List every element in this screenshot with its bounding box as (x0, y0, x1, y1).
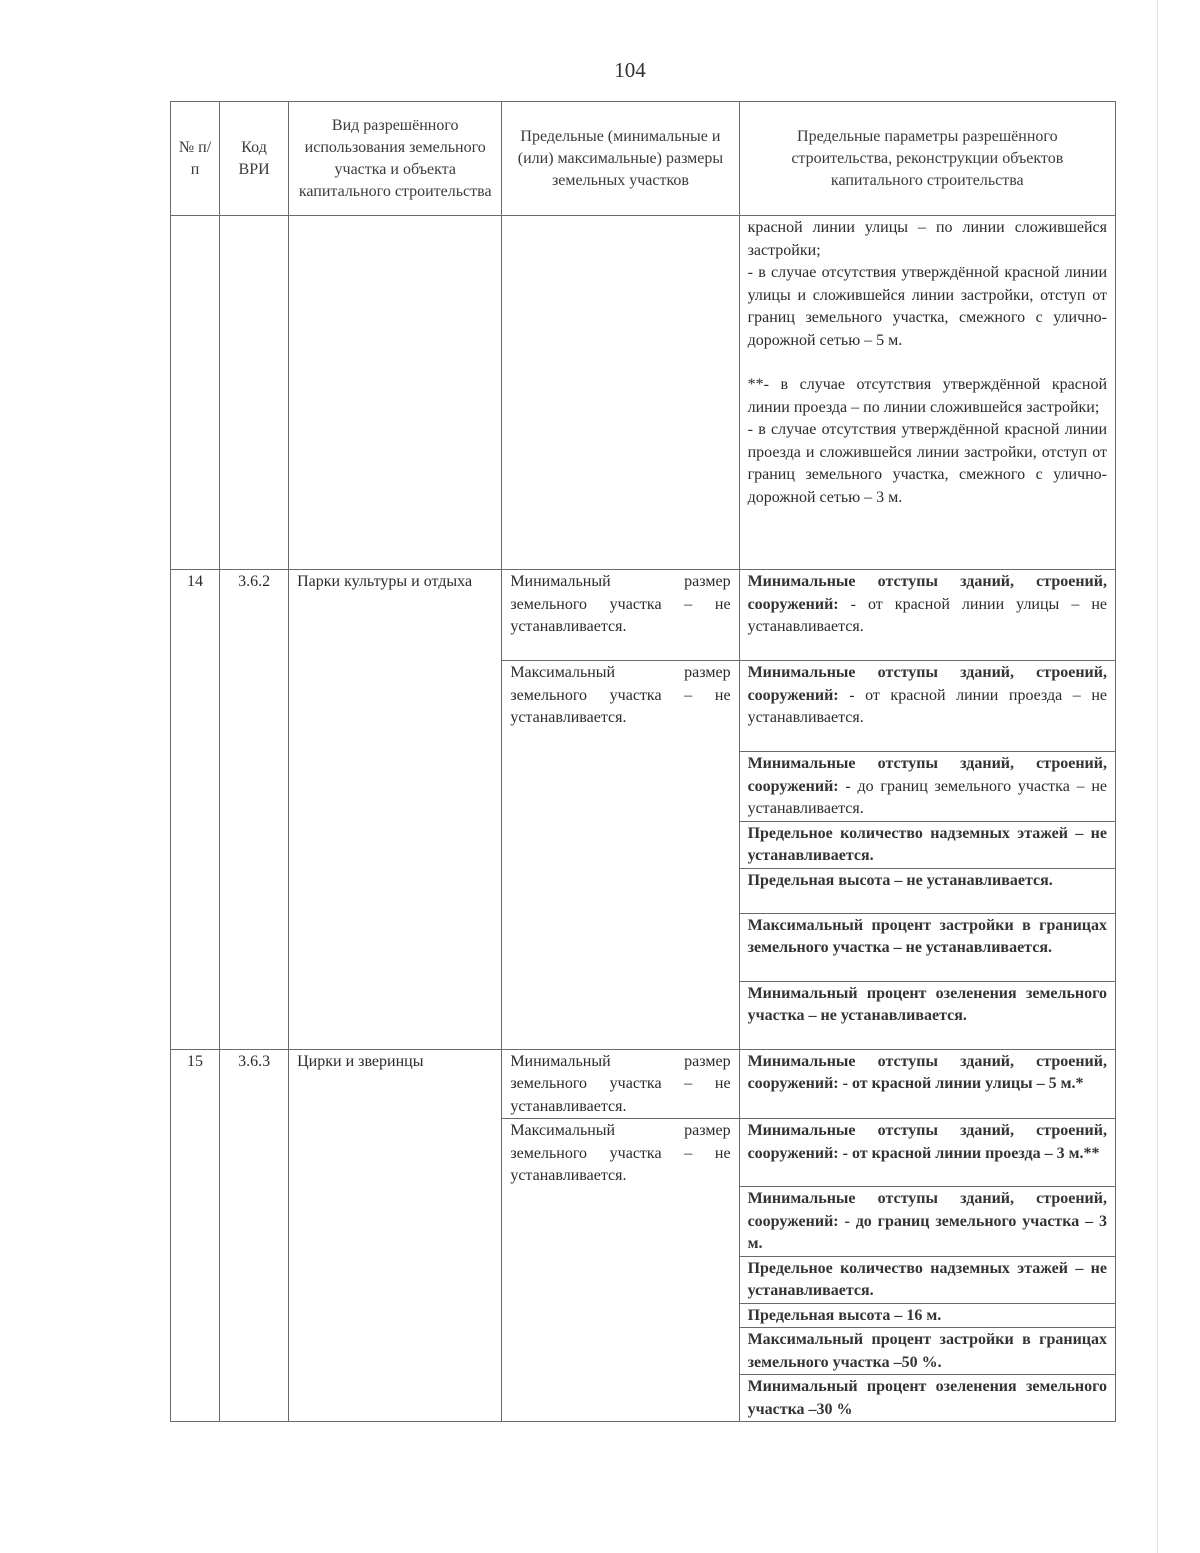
row14-param-7: Минимальный процент озеленения земельного участка – не устанавливается. (739, 981, 1115, 1049)
row14-param-3-head: Минимальные отступы зданий, строений, сооружений: (747, 755, 1107, 795)
row15-param-2 (739, 1119, 1115, 1187)
row15-param-6: Максимальный процент застройки в границах земельного участка –50 %. (739, 1328, 1115, 1375)
row14-param-3 (739, 752, 1115, 822)
row15-param-1-head: Минимальные отступы зданий, строений, сооружений: (747, 1052, 1107, 1092)
row15-size-max: Максимальный размер земельного участка – не устанавливается. (502, 1119, 739, 1422)
row14-param-4: Предельное количество надземных этажей – не устанавливается. (739, 821, 1115, 868)
land-use-table (170, 101, 1116, 1422)
header-size: Предельные (минимальные и (или) максимальные) размеры земельных участков (502, 102, 739, 216)
header-num: № п/п (171, 102, 220, 216)
row15-kind: Цирки и зверинцы (289, 1049, 502, 1422)
row15-code: 3.6.3 (220, 1049, 289, 1422)
table-header-row (171, 102, 1116, 216)
row14-param-1-head: Минимальные отступы зданий, строений, сооружений: (747, 573, 1107, 613)
row14-kind: Парки культуры и отдыха (289, 570, 502, 1050)
continuation-p3: **- в случае отсутствия утверждённой красной линии проезда – по линии сложившейся застройки; (747, 376, 1107, 416)
row15-param-1-body: - от красной линии улицы – 5 м.* (842, 1075, 1084, 1092)
row14-param-2-head: Минимальные отступы зданий, строений, сооружений: (747, 664, 1107, 704)
row14-param-6: Максимальный процент застройки в границах земельного участка – не устанавливается. (739, 913, 1115, 981)
row14-param-1-body: - от красной линии улицы – не устанавливается. (747, 595, 1108, 635)
row15-param-4: Предельное количество надземных этажей – не устанавливается. (739, 1256, 1115, 1303)
header-kind: Вид разрешённого использования земельного участка и объекта капитального строительства (289, 102, 502, 216)
row15-size-min: Минимальный размер земельного участка – не устанавливается. (502, 1049, 739, 1119)
row14-code: 3.6.2 (220, 570, 289, 1050)
row15-num: 15 (171, 1049, 220, 1422)
row14-param-5: Предельная высота – не устанавливается. (739, 868, 1115, 913)
row14-size-max: Максимальный размер земельного участка – не устанавливается. (502, 661, 739, 1050)
header-params: Предельные параметры разрешённого строительства, реконструкции объектов капитального строительства (739, 102, 1115, 216)
continuation-p1: красной линии улицы – по линии сложившейся застройки; (747, 219, 1107, 259)
row15-param-3-body: - до границ земельного участка – 3 м. (747, 1212, 1107, 1252)
table-row-continuation (171, 216, 1116, 570)
row14-num: 14 (171, 570, 220, 1050)
row14-param-3-body: - до границ земельного участка – не устанавливается. (747, 777, 1108, 817)
row14-param-2-body: - от красной линии проезда – не устанавливается. (747, 686, 1108, 726)
row14-size-min: Минимальный размер земельного участка – не устанавливается. (502, 570, 739, 661)
header-code: Код ВРИ (220, 102, 289, 216)
continuation-p4: - в случае отсутствия утверждённой красной линии проезда и сложившейся линии застройки, отступ от границ земельного участка, смежного с улично-дорожной сетью – 3 м. (747, 421, 1107, 506)
page-number: 104 (614, 58, 646, 82)
row15-param-5: Предельная высота – 16 м. (739, 1303, 1115, 1328)
row15-param-3 (739, 1187, 1115, 1257)
continuation-p2: - в случае отсутствия утверждённой красной линии улицы и сложившейся линии застройки, отступ от границ земельного участка, смежного с улично-дорожной сетью – 5 м. (747, 264, 1107, 349)
continuation-params (739, 216, 1115, 570)
row14-param-1 (739, 570, 1115, 661)
table-row-15 (171, 1049, 1116, 1119)
row15-param-2-head: Минимальные отступы зданий, строений, сооружений: (747, 1122, 1107, 1162)
row15-param-2-body: - от красной линии проезда – 3 м.** (842, 1144, 1100, 1162)
table-row-14 (171, 570, 1116, 661)
row15-param-3-head: Минимальные отступы зданий, строений, сооружений: (747, 1190, 1107, 1230)
row15-param-1 (739, 1049, 1115, 1119)
scan-edge-line (1157, 0, 1158, 1553)
row14-param-2 (739, 661, 1115, 752)
row15-param-7: Минимальный процент озеленения земельного участка –30 % (739, 1375, 1115, 1422)
